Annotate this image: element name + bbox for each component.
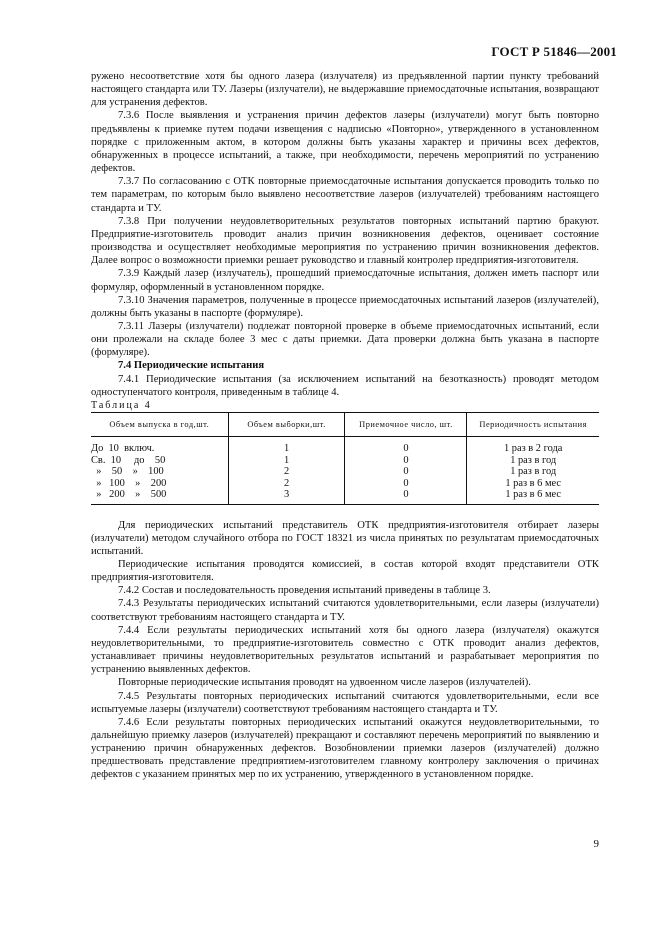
paragraph: 7.3.11 Лазеры (излучатели) подлежат повторной проверке в объеме приемосдаточных испытаний, если они пролежали на складе более 3 мес с даты приемки. Дата проверки должна быть указана в паспорте (формуляре). [91,320,599,359]
paragraph: 7.3.7 По согласованию с ОТК повторные приемосдаточные испытания допускается проводить только по тем параметрам, по которым было выявлено несоответствие лазеров (излучателей) требованиям настоящего стандарта и ТУ. [91,176,599,214]
paragraph: 7.4.1 Периодические испытания (за исключением испытаний на безотказность) проводят методом одноступенчатого контроля, приведенным в таблице 4. [91,373,599,398]
table-cell: 1 [228,437,345,455]
paragraph: 7.3.6 После выявления и устранения причин дефектов лазеры (излучатели) могут быть повторно предъявлены к приемке путем подачи извещения с надписью «Повторно», утвержденного в установленном порядке с приложенным актом, в котором должны быть указаны характер и причины всех дефектов, обнаруженных в процессе испытаний, а также, при необходимости, перечень мероприятий по устранению дефектов. [91,110,599,175]
paragraph: 7.4.5 Результаты повторных периодических испытаний считаются удовлетворительными, если все испытуемые лазеры (излучатели) соответствуют требованиям настоящего стандарта и ТУ. [91,690,599,715]
table-row [91,455,599,466]
table-row [91,489,599,504]
page-number: 9 [593,838,599,850]
table-row [91,437,599,455]
paragraph: 7.4.2 Состав и последовательность проведения испытаний приведены в таблице 3. [118,585,491,597]
paragraph: 7.3.9 Каждый лазер (излучатель), прошедший приемосдаточные испытания, должен иметь паспорт или формуляр, оформленный в установленном порядке. [91,268,599,293]
table-cell: » 50 » 100 [91,466,228,477]
table-cell: 0 [345,455,467,466]
column-header: Периодичность испытания [467,413,599,437]
section-heading: 7.4 Периодические испытания [118,360,265,372]
table-cell: 1 [228,455,345,466]
column-header: Объем выборки,шт. [228,413,345,437]
table-row [91,478,599,489]
paragraph: 7.3.10 Значения параметров, полученные в процессе приемосдаточных испытаний лазеров (излучателей), должны быть указаны в паспорте (формуляре). [91,294,599,319]
document-header: ГОСТ Р 51846—2001 [491,44,617,59]
paragraph: 7.4.6 Если результаты повторных периодических испытаний окажутся неудовлетворительными, то дальнейшую приемку лазеров (излучателей) прекращают и составляют перечень мероприятий по выявлению и устранению причин обнаруженных дефектов. Возобновлении приемки лазеров (излучателей) должно предшествовать представление предприятием-изготовителем главному контролеру заключения о причинах дефектов с указанием принятых мер по их устранению, утвержденного в установленном порядке. [91,716,599,781]
table-caption: Таблица 4 [91,399,152,411]
paragraph: Периодические испытания проводятся комиссией, в состав которой входят представители ОТК предприятия-изготовителя. [91,558,599,584]
column-header: Объем выпуска в год,шт. [91,413,228,437]
page-body [91,70,599,782]
table-cell: Св. 10 до 50 [91,455,228,466]
table-cell: 2 [228,478,345,489]
paragraph: ружено несоответствие хотя бы одного лазера (излучателя) из предъявленной партии пункту требований настоящего стандарта или ТУ. Лазеры (излучатели), не выдержавшие приемосдаточные испытания, возвращают для устранения дефектов. [91,71,599,109]
table-cell: 3 [228,489,345,504]
table-4 [91,412,599,504]
table-cell: » 100 » 200 [91,478,228,489]
paragraph: Для периодических испытаний представитель ОТК предприятия-изготовителя отбирает лазеры (излучатели) методом случайного отбора по ГОСТ 18321 из числа принятых по результатам приемосдаточных испытаний. [91,519,599,557]
table-cell: 1 раз в 6 мес [467,489,599,504]
column-header: Приемочное число, шт. [345,413,467,437]
table-cell: 0 [345,466,467,477]
table-cell: 0 [345,489,467,504]
table-cell: 1 раз в 2 года [503,443,563,455]
table-row [91,466,599,477]
table-cell: » 200 » 500 [91,489,228,504]
table-cell: 1 раз в год [510,466,557,478]
paragraph: Повторные периодические испытания проводят на удвоенном числе лазеров (излучателей). [118,677,531,689]
table-header-row [91,413,599,437]
table-cell: 1 раз в год [510,454,557,466]
table-cell: 2 [228,466,345,477]
paragraph: 7.4.3 Результаты периодических испытаний считаются удовлетворительными, если лазеры (излучатели) соответствуют требованиям настоящего стандарта и ТУ. [91,598,599,623]
table-cell: До 10 включ. [91,437,228,455]
table-cell: 0 [345,478,467,489]
paragraph: 7.4.4 Если результаты периодических испытаний хотя бы одного лазера (излучателя) окажутся неудовлетворительными, то предприятие-изготовитель совместно с ОТК проводит анализ дефектов, устанавливает причины неудовлетворительных результатов испытаний и разрабатывает мероприятия по устранению выявленных дефектов. [91,624,599,676]
table-cell: 0 [345,437,467,455]
paragraph: 7.3.8 При получении неудовлетворительных результатов повторных испытаний партию бракуют. Предприятие-изготовитель проводит анализ причин возникновения дефектов, оценивает состояние производства и осуществляет необходимые мероприятия по устранению причин возникновения дефектов. Далее вопрос о возможности приемки решает руководство и главный контролер предприятия-изготовителя. [91,215,599,267]
table-cell: 1 раз в 6 мес [505,477,562,489]
